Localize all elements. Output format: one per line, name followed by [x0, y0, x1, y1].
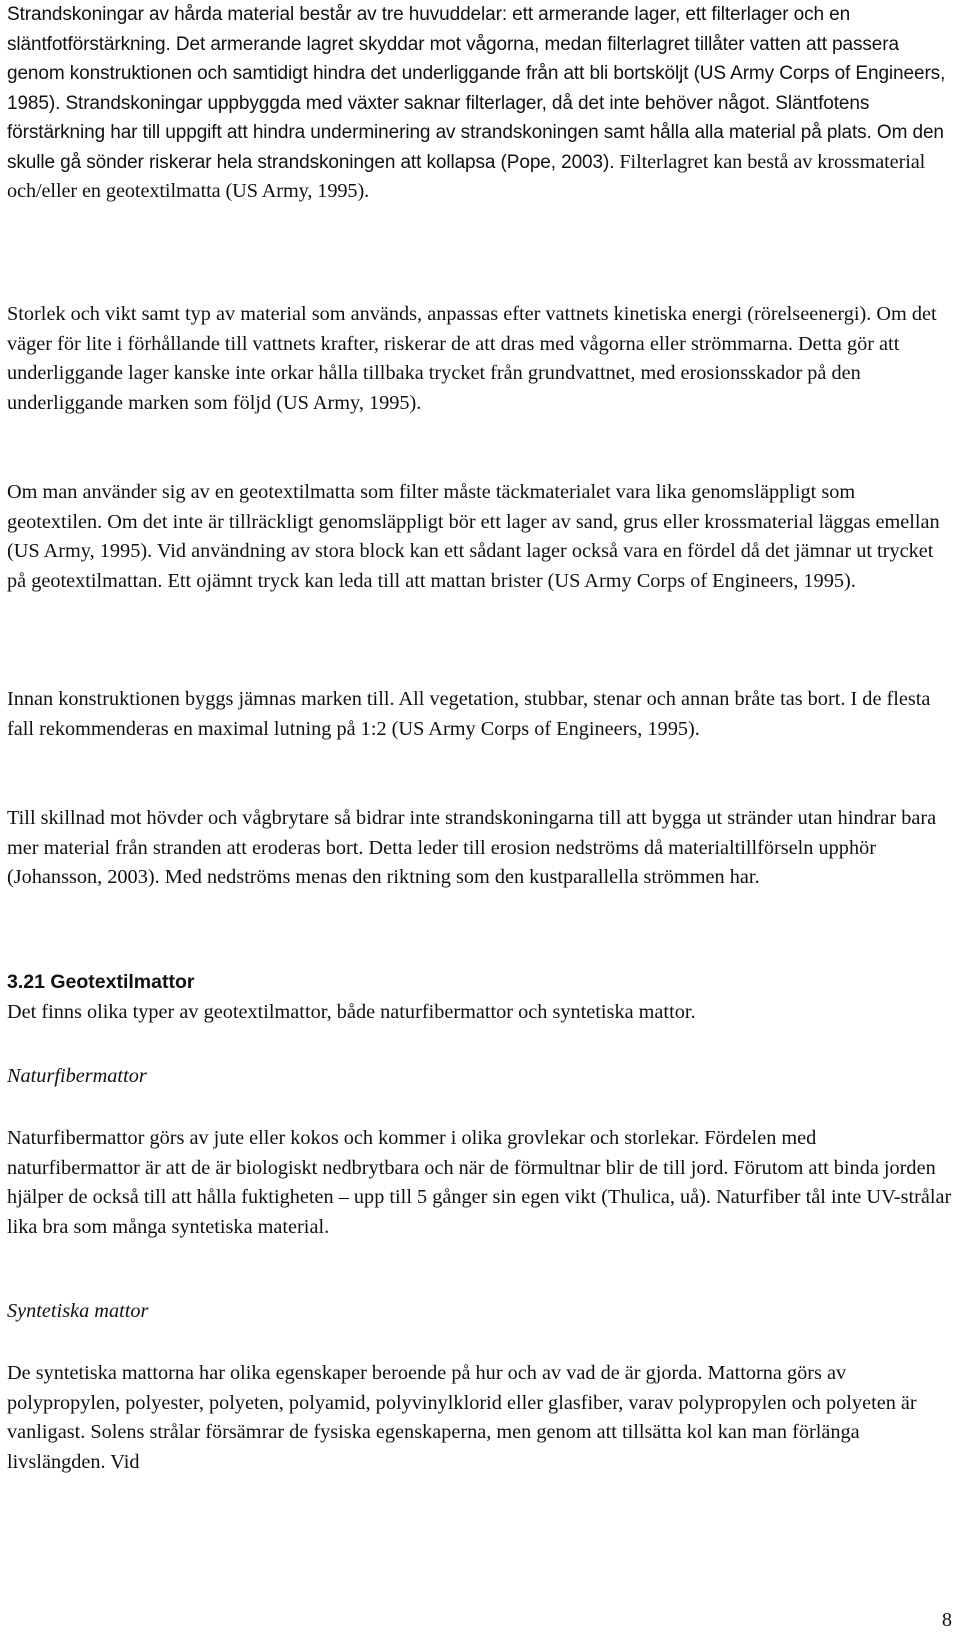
- section-intro: Det finns olika typer av geotextilmattor, både naturfibermattor och syntetiska mattor.: [7, 1001, 696, 1023]
- section-heading: 3.21 Geotextilmattor: [7, 971, 195, 993]
- page-number: 8: [941, 1609, 952, 1631]
- paragraph-material-size: Storlek och vikt samt typ av material som används, anpassas efter vattnets kinetiska energi (rörelseenergi). Om det väger för lite i förhållande till vattnets krafter, riskerar de att dras med vågorna eller strömmarna. Detta gör att underliggande lager kanske inte orkar hålla tillbaka trycket från grundvattnet, med erosionsskador på den underliggande marken som följd (US Army, 1995).: [7, 303, 937, 414]
- paragraph-text-sans: Strandskoningar av hårda material består av tre huvuddelar: ett armerande lager, ett filterlager och en släntfotförstärkning. Det armerande lagret skyddar mot vågorna, medan filterlagret tillåter vatten att passera genom konstruktionen och samtidigt hindra det underliggande från att bli bortsköljt (US Army Corps of Engineers, 1985). Strandskoningar uppbyggda med växter saknar filterlager, då det inte behöver något. Släntfotens förstärkning har till uppgift att hindra underminering av strandskoningen samt hålla alla material på plats. Om den skulle gå sönder riskerar hela strandskoningen att kollapsa (Pope, 2003).: [7, 4, 946, 173]
- paragraph-strandskoningar-structure: [7, 0, 953, 207]
- paragraph-ground-preparation: Innan konstruktionen byggs jämnas marken till. All vegetation, stubbar, stenar och annan bråte tas bort. I de flesta fall rekommenderas en maximal lutning på 1:2 (US Army Corps of Engineers, 1995).: [7, 688, 931, 740]
- subheading-naturfibermattor: Naturfibermattor: [7, 1065, 147, 1087]
- paragraph-syntetiska-mattor: De syntetiska mattorna har olika egenskaper beroende på hur och av vad de är gjorda. Mattorna görs av polypropylen, polyester, polyeten, polyamid, polyvinylklorid eller glasfiber, varav polypropylen och polyeten är vanligast. Solens strålar försämrar de fysiska egenskaperna, men genom att tillsätta kol kan man förlänga livslängden. Vid: [7, 1362, 917, 1473]
- paragraph-geotextile-filter: Om man använder sig av en geotextilmatta som filter måste täckmaterialet vara lika genomsläppligt som geotextilen. Om det inte är tillräckligt genomsläppligt bör ett lager av sand, grus eller krossmaterial läggas emellan (US Army, 1995). Vid användning av stora block kan ett sådant lager också vara en fördel då det jämnar ut trycket på geotextilmattan. Ett ojämnt tryck kan leda till att mattan brister (US Army Corps of Engineers, 1995).: [7, 481, 940, 592]
- paragraph-naturfibermattor: Naturfibermattor görs av jute eller kokos och kommer i olika grovlekar och storlekar. Fördelen med naturfibermattor är att de är biologiskt nedbrytbara och när de förmultnar blir de till jord. Förutom att binda jorden hjälper de också till att hålla fuktigheten – upp till 5 gånger sin egen vikt (Thulica, uå). Naturfiber tål inte UV-strålar lika bra som många syntetiska material.: [7, 1127, 952, 1238]
- paragraph-text-serif: Filterlagret kan bestå av krossmaterial och/eller en geotextilmatta (US Army, 1995).: [7, 150, 926, 202]
- paragraph-erosion-downstream: Till skillnad mot hövder och vågbrytare så bidrar inte strandskoningarna till att bygga ut stränder utan hindrar bara mer material från stranden att eroderas bort. Detta leder till erosion nedströms då materialtillförseln upphör (Johansson, 2003). Med nedströms menas den riktning som den kustparallella strömmen har.: [7, 807, 937, 888]
- subheading-syntetiska-mattor: Syntetiska mattor: [7, 1300, 149, 1322]
